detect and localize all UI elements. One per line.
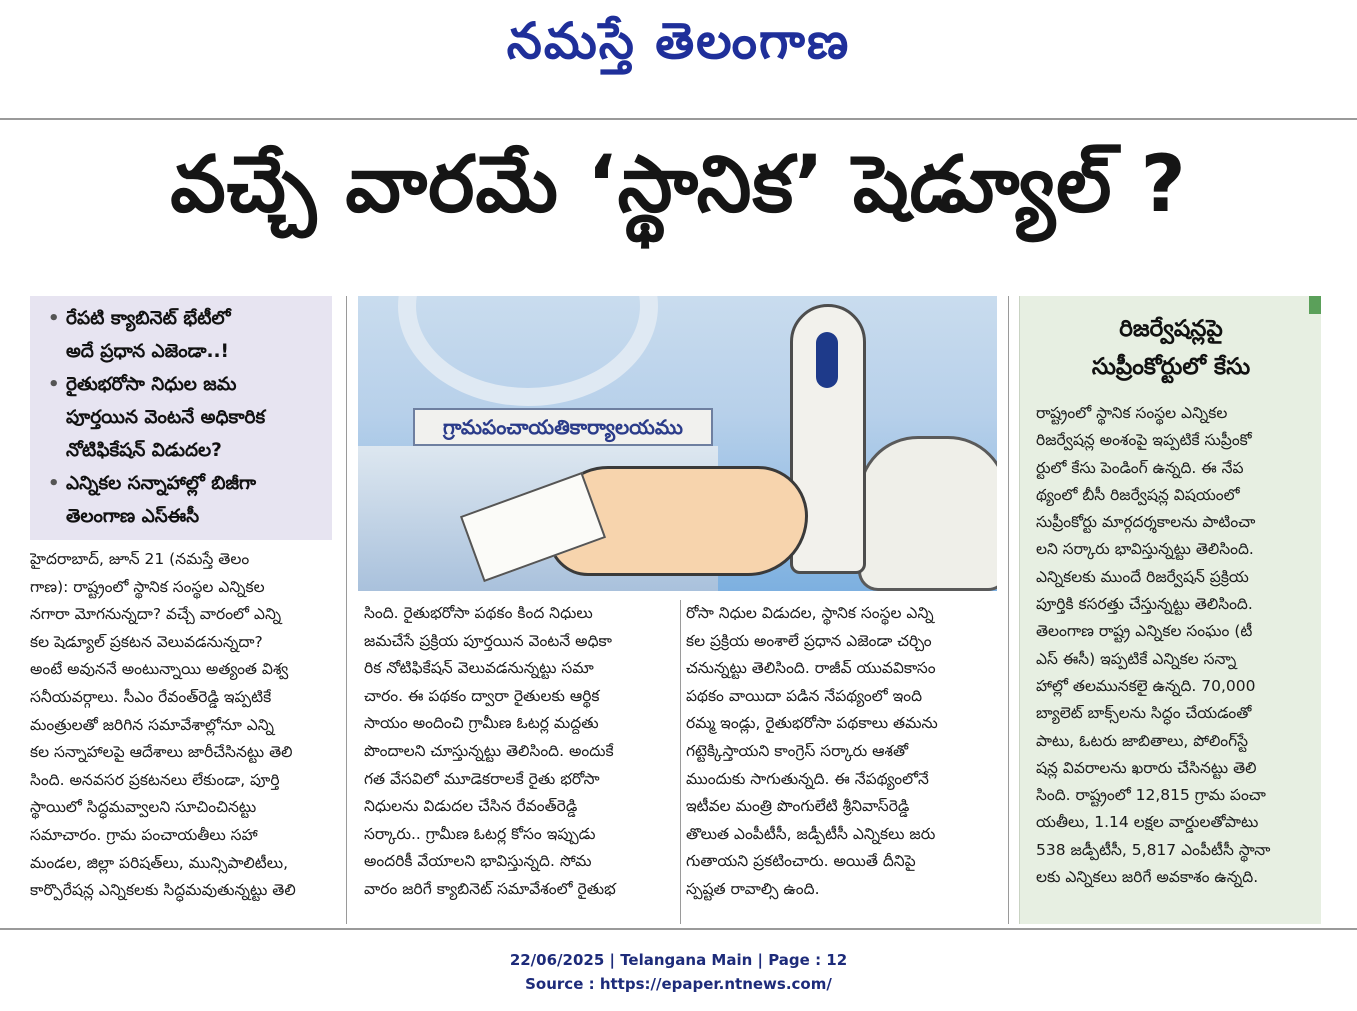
bullet-icon: •: [48, 374, 60, 395]
highlights-box: [30, 296, 332, 540]
text-line: తెలంగాణ రాష్ట్ర ఎన్నికల సంఘం (టీ: [1036, 622, 1253, 641]
text-line: కార్పొరేషన్ల ఎన్నికలకు సిద్ధమవుతున్నట్టు తెలి: [30, 881, 296, 900]
text-line: షన్ల వివరాలను ఖరారు చేసినట్టు తెలి: [1036, 758, 1257, 777]
sidebar-title: [1020, 310, 1322, 386]
text-line: హైదరాబాద్, జూన్ 21 (నమస్తే తెలం: [30, 550, 250, 568]
sidebar-title-line: రిజర్వేషన్లపై: [1119, 316, 1223, 342]
text-line: సమాచారం. గ్రామ పంచాయతీలు సహా: [30, 825, 258, 844]
highlight-line: పూర్తయిన వెంటనే అధికారిక: [66, 407, 266, 428]
text-line: సింది. రైతుభరోసా పథకం కింద నిధులు: [364, 604, 593, 622]
text-line: కల షెడ్యూల్ ప్రకటన వెలువడనున్నదా?: [30, 632, 263, 651]
text-line: సర్కారు.. గ్రామీణ ఓటర్ల కోసం ఇప్పుడు: [364, 824, 596, 843]
text-line: ర్టులో కేసు పెండింగ్ ఉన్నది. ఈ నేప: [1036, 458, 1244, 477]
column-divider: [680, 600, 681, 924]
text-line: ఇటీవల మంత్రి పొంగులేటి శ్రీనివాస్‌రెడ్డి: [686, 797, 910, 816]
masthead: [0, 0, 1357, 96]
text-line: స్థాయిలో సిద్ధమవ్వాలని సూచించినట్టు: [30, 798, 257, 817]
footer-rule: [0, 928, 1357, 930]
text-line: చారం. ఈ పథకం ద్వారా రైతులకు ఆర్థిక: [364, 686, 600, 705]
headline: వచ్చే వారమే ‘స్థానిక’ షెడ్యూల్ ?: [170, 140, 1187, 230]
text-line: హాల్లో తలమునకలై ఉన్నది. 70,000: [1036, 676, 1256, 695]
text-line: 538 జడ్పీటీసీ, 5,817 ఎంపీటీసీ స్థానా: [1036, 840, 1271, 859]
text-line: రిక నోటిఫికేషన్ వెలువడనున్నట్టు సమా: [364, 659, 594, 678]
highlight-line: నోటిఫికేషన్ విడుదల?: [66, 440, 222, 461]
text-line: పొందాలని చూస్తున్నట్టు తెలిసింది. అందుకే: [364, 741, 614, 760]
text-line: సింది. రాష్ట్రంలో 12,815 గ్రామ పంచా: [1036, 786, 1266, 805]
text-line: గాణ): రాష్ట్రంలో స్థానిక సంస్థల ఎన్నికల: [30, 577, 265, 596]
photo-fist: [858, 436, 997, 591]
bullet-icon: •: [48, 308, 60, 329]
photo-arc-shape: [398, 296, 658, 406]
article-column-3: [686, 600, 996, 904]
text-line: అంటే అవుననే అంటున్నాయి అత్యంత విశ్వ: [30, 660, 289, 679]
photo-sign: గ్రామపంచాయతికార్యాలయము: [413, 408, 713, 446]
newspaper-logo: నమస్తే తెలంగాణ: [506, 12, 851, 70]
text-line: సింది. అనవసర ప్రకటనలు లేకుండా, పూర్తి: [30, 770, 280, 789]
text-line: ఎన్నికలకు ముందే రిజర్వేషన్ ప్రక్రియ: [1036, 567, 1249, 586]
article-photo: [358, 296, 997, 591]
sidebar-box: [1019, 296, 1321, 924]
text-line: గుతాయని ప్రకటించారు. అయితే దీనిపై: [686, 852, 916, 871]
text-line: కల ప్రక్రియ అంశాలే ప్రధాన ఎజెండా చర్చిం: [686, 631, 932, 650]
text-line: గట్టెక్కిస్తాయని కాంగ్రెస్ సర్కారు ఆశతో: [686, 741, 909, 760]
footer-source: Source : https://epaper.ntnews.com/: [525, 975, 832, 993]
text-line: యతీలు, 1.14 లక్షల వార్డులతోపాటు: [1036, 813, 1259, 832]
text-line: కల సన్నాహాలపై ఆదేశాలు జారీచేసినట్టు తెలి: [30, 743, 293, 762]
text-line: రిజర్వేషన్ల అంశంపై ఇప్పటికే సుప్రీంకో: [1036, 431, 1252, 450]
text-line: పథకం వాయిదా పడిన నేపథ్యంలో ఇంది: [686, 686, 923, 705]
highlight-line: రేపటి క్యాబినెట్ భేటీలో: [66, 308, 231, 329]
text-line: గత వేసవిలో మూడెకరాలకే రైతు భరోసా: [364, 769, 600, 788]
text-line: సుప్రీంకోర్టు మార్గదర్శకాలను పాటించా: [1036, 513, 1256, 532]
bullet-icon: •: [48, 473, 60, 494]
text-line: చనున్నట్టు తెలిసింది. రాజీవ్ యువవికాసం: [686, 659, 936, 678]
highlight-item: [48, 302, 324, 368]
text-line: స్పష్టత రావాల్సి ఉంది.: [686, 879, 820, 898]
text-line: లని సర్కారు భావిస్తున్నట్టు తెలిసింది.: [1036, 540, 1254, 559]
footer: [0, 948, 1357, 996]
text-line: మండల, జిల్లా పరిషత్‌లు, మున్సిపాలిటీలు,: [30, 853, 289, 872]
text-line: లకు ఎన్నికలు జరిగే అవకాశం ఉన్నది.: [1036, 868, 1259, 887]
text-line: రాష్ట్రంలో స్థానిక సంస్థల ఎన్నికల: [1036, 404, 1228, 422]
text-line: సనీయవర్గాలు. సీఎం రేవంత్‌రెడ్డి ఇప్పటికే: [30, 687, 272, 706]
text-line: రోసా నిధుల విడుదల, స్థానిక సంస్థల ఎన్ని: [686, 604, 934, 622]
text-line: రమ్మ ఇండ్లు, రైతుభరోసా పథకాలు తమను: [686, 714, 938, 733]
article-column-2: [364, 600, 674, 904]
footer-edition-info: 22/06/2025 | Telangana Main | Page : 12: [509, 951, 848, 969]
highlight-line: ఎన్నికల సన్నాహాల్లో బిజీగా: [66, 473, 257, 494]
column-divider: [346, 296, 347, 924]
text-line: సాయం అందించి గ్రామీణ ఓటర్ల మద్దతు: [364, 714, 599, 733]
text-line: పాటు, ఓటరు జాబితాలు, పోలింగ్‌స్టే: [1036, 731, 1249, 750]
highlight-item: [48, 467, 324, 533]
text-line: థ్యంలో బీసీ రిజర్వేషన్ల విషయంలో: [1036, 485, 1240, 504]
highlight-item: [48, 368, 324, 467]
sidebar-body: [1036, 400, 1316, 891]
text-line: అందరికీ వేయాలని భావిస్తున్నది. సోమ: [364, 852, 592, 871]
article-column-1: [30, 546, 332, 905]
highlight-line: అదే ప్రధాన ఎజెండా..!: [66, 341, 229, 362]
column-divider: [1008, 296, 1009, 924]
text-line: నిధులను విడుదల చేసిన రేవంత్‌రెడ్డి: [364, 797, 578, 816]
highlight-line: రైతుభరోసా నిధుల జమ: [66, 374, 237, 395]
text-line: ఎస్ ఈసీ) ఇప్పటికే ఎన్నికల సన్నా: [1036, 649, 1237, 668]
text-line: జమచేసే ప్రక్రియ పూర్తయిన వెంటనే అధికా: [364, 631, 612, 650]
sidebar-title-line: సుప్రీంకోర్టులో కేసు: [1091, 354, 1251, 380]
text-line: నగారా మోగనున్నదా? వచ్చే వారంలో ఎన్ని: [30, 605, 282, 624]
text-line: పూర్తికి కసరత్తు చేస్తున్నట్టు తెలిసింది.: [1036, 595, 1253, 614]
highlight-line: తెలంగాణ ఎస్ఈసీ: [66, 506, 200, 527]
masthead-rule: [0, 118, 1357, 120]
text-line: తొలుత ఎంపీటీసీ, జడ్పీటీసీ ఎన్నికలు జరు: [686, 824, 936, 843]
text-line: బ్యాలెట్ బాక్స్‌లను సిద్ధం చేయడంతో: [1036, 704, 1252, 723]
text-line: మంత్రులతో జరిగిన సమావేశాల్లోనూ ఎన్ని: [30, 715, 274, 734]
text-line: వారం జరిగే క్యాబినెట్ సమావేశంలో రైతుభ: [364, 879, 616, 898]
text-line: ముందుకు సాగుతున్నది. ఈ నేపథ్యంలోనే: [686, 769, 929, 788]
ink-mark-icon: [816, 332, 838, 388]
